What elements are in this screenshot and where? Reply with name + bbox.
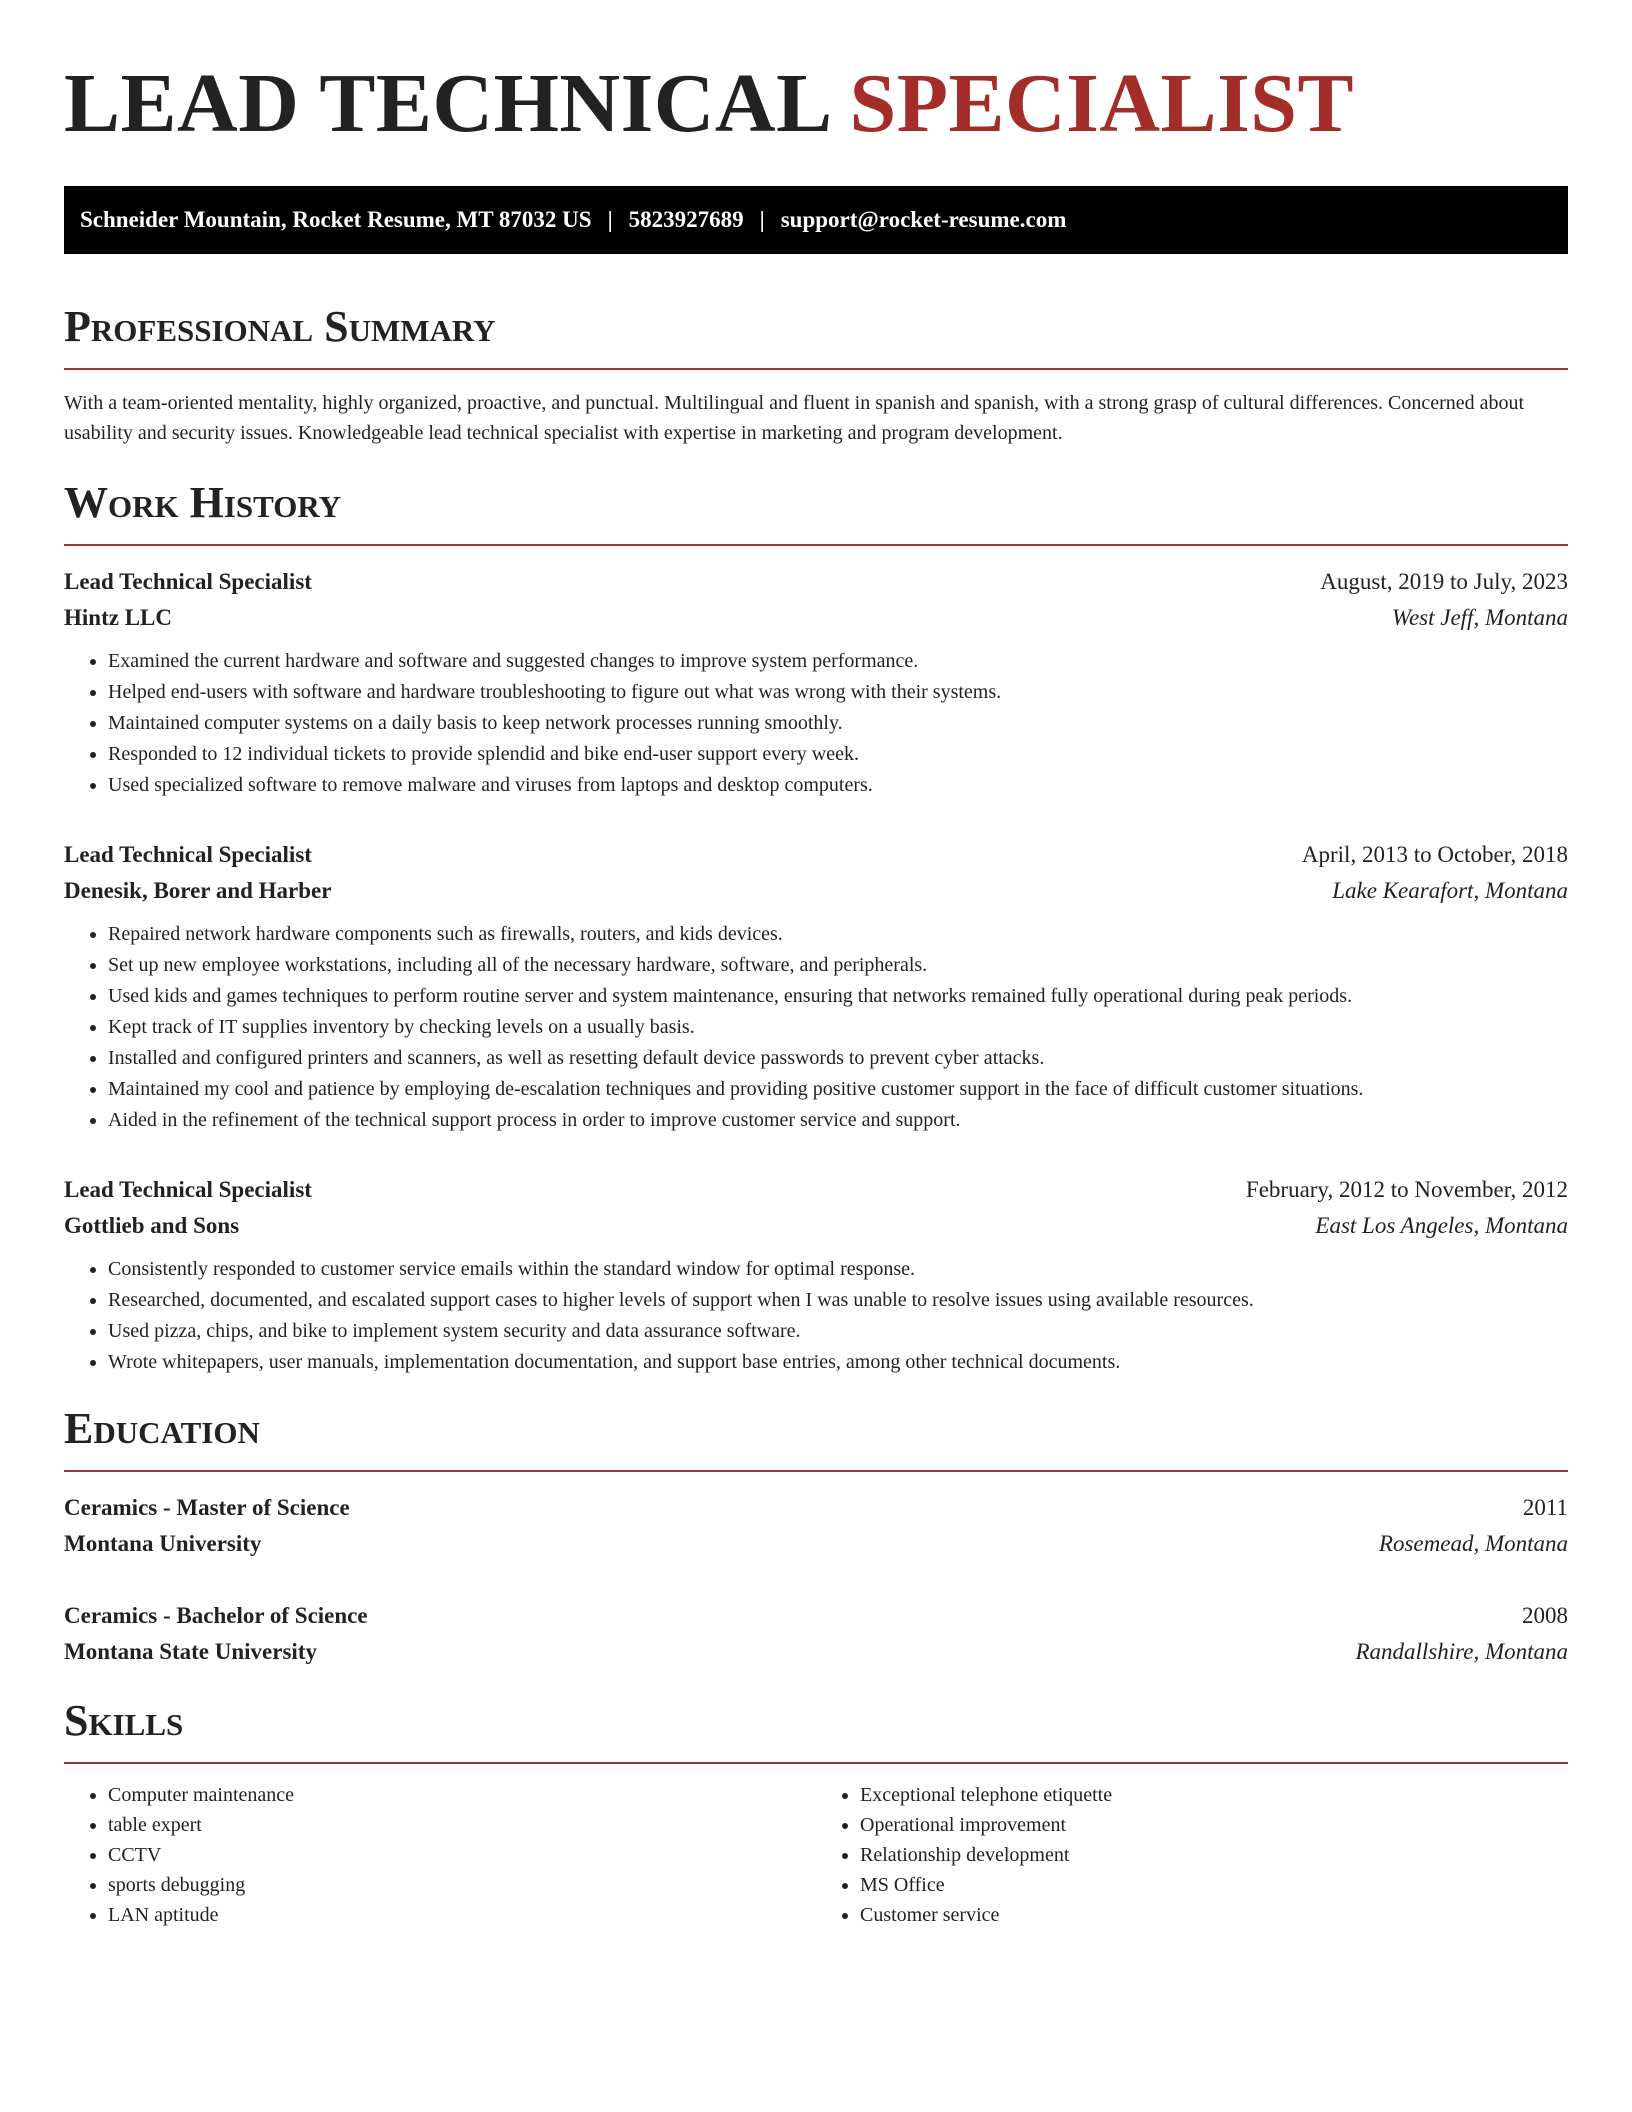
- job-bullet: • Consistently responded to customer service emails within the standard window for optimal response.: [108, 1254, 1568, 1285]
- skill-item: • Operational improvement: [860, 1810, 1568, 1840]
- job-bullet: • Used specialized software to remove malware and viruses from laptops and desktop computers.: [108, 770, 1568, 801]
- job-company: Gottlieb and Sons: [64, 1213, 240, 1238]
- education-year: 2008: [1522, 1603, 1568, 1628]
- skills-list-right: [816, 1780, 1568, 1930]
- job-entry: [64, 1172, 1568, 1378]
- job-bullet: • Researched, documented, and escalated support cases to higher levels of support when I was unable to resolve issues using available resources.: [108, 1285, 1568, 1316]
- section-divider: [64, 368, 1568, 370]
- job-dates: April, 2013 to October, 2018: [1301, 842, 1568, 867]
- job-dates: August, 2019 to July, 2023: [1320, 569, 1568, 594]
- education-school: Montana State University: [64, 1639, 317, 1664]
- job-company-row: [64, 873, 1568, 909]
- title-accent: SPECIALIST: [849, 57, 1355, 150]
- resume-title: [64, 0, 1568, 150]
- summary-heading: Professional Summary: [64, 302, 496, 351]
- job-bullet: • Maintained my cool and patience by employing de-escalation techniques and providing positive customer support in the face of difficult customer situations.: [108, 1074, 1568, 1105]
- job-bullet: • Aided in the refinement of the technical support process in order to improve customer service and support.: [108, 1105, 1568, 1136]
- job-title: Lead Technical Specialist: [64, 569, 312, 594]
- job-header-row: [64, 837, 1568, 873]
- contact-separator: |: [607, 207, 613, 232]
- work-history-section: [64, 478, 1568, 1378]
- job-bullet: • Maintained computer systems on a daily basis to keep network processes running smoothly.: [108, 708, 1568, 739]
- job-bullet: • Repaired network hardware components such as firewalls, routers, and kids devices.: [108, 919, 1568, 950]
- education-section: [64, 1404, 1568, 1670]
- education-location: Randallshire, Montana: [1355, 1639, 1568, 1664]
- skills-section: [64, 1696, 1568, 1930]
- skills-list-left: [64, 1780, 816, 1930]
- contact-address: Schneider Mountain, Rocket Resume, MT 87032 US: [80, 207, 592, 232]
- skill-item: • Computer maintenance: [108, 1780, 816, 1810]
- skills-columns: [64, 1780, 1568, 1930]
- job-company-row: [64, 600, 1568, 636]
- job-header-row: [64, 1172, 1568, 1208]
- contact-email: support@rocket-resume.com: [780, 207, 1067, 232]
- job-company: Denesik, Borer and Harber: [64, 878, 332, 903]
- job-bullet: • Set up new employee workstations, including all of the necessary hardware, software, and peripherals.: [108, 950, 1568, 981]
- job-bullets: [64, 646, 1568, 801]
- job-dates: February, 2012 to November, 2012: [1245, 1177, 1568, 1202]
- education-location: Rosemead, Montana: [1378, 1531, 1568, 1556]
- summary-section: [64, 302, 1568, 448]
- job-bullets: [64, 1254, 1568, 1378]
- section-divider: [64, 1470, 1568, 1472]
- section-divider: [64, 1762, 1568, 1764]
- contact-separator: |: [759, 207, 765, 232]
- skill-item: • CCTV: [108, 1840, 816, 1870]
- work-history-heading: Work History: [64, 478, 342, 527]
- contact-bar: [64, 186, 1568, 254]
- education-heading: Education: [64, 1404, 260, 1453]
- title-main: LEAD TECHNICAL: [64, 57, 828, 150]
- skill-item: • MS Office: [860, 1870, 1568, 1900]
- job-bullet: • Responded to 12 individual tickets to provide splendid and bike end-user support every week.: [108, 739, 1568, 770]
- education-degree: Ceramics - Bachelor of Science: [64, 1603, 368, 1628]
- job-bullets: [64, 919, 1568, 1136]
- job-bullet: • Installed and configured printers and scanners, as well as resetting default device passwords to prevent cyber attacks.: [108, 1043, 1568, 1074]
- job-entry: [64, 837, 1568, 1136]
- education-entry: [64, 1598, 1568, 1670]
- skill-item: • Exceptional telephone etiquette: [860, 1780, 1568, 1810]
- skill-item: • sports debugging: [108, 1870, 816, 1900]
- skill-item: • Customer service: [860, 1900, 1568, 1930]
- education-header-row: [64, 1490, 1568, 1526]
- job-location: East Los Angeles, Montana: [1315, 1213, 1568, 1238]
- job-entry: [64, 564, 1568, 801]
- skill-item: • table expert: [108, 1810, 816, 1840]
- job-company: Hintz LLC: [64, 605, 172, 630]
- job-bullet: • Used kids and games techniques to perform routine server and system maintenance, ensuring that networks remained fully operational during peak periods.: [108, 981, 1568, 1012]
- job-title: Lead Technical Specialist: [64, 1177, 312, 1202]
- job-bullet: • Examined the current hardware and software and suggested changes to improve system performance.: [108, 646, 1568, 677]
- job-location: Lake Kearafort, Montana: [1332, 878, 1568, 903]
- education-school: Montana University: [64, 1531, 262, 1556]
- education-school-row: [64, 1634, 1568, 1670]
- education-degree: Ceramics - Master of Science: [64, 1495, 350, 1520]
- summary-text: With a team-oriented mentality, highly organized, proactive, and punctual. Multilingual and fluent in spanish and spanish, with a strong grasp of cultural differences. Concerned about usability and security issues. Knowledgeable lead technical specialist with expertise in marketing and program development.: [64, 392, 1525, 444]
- job-title: Lead Technical Specialist: [64, 842, 312, 867]
- skill-item: • Relationship development: [860, 1840, 1568, 1870]
- job-company-row: [64, 1208, 1568, 1244]
- education-entry: [64, 1490, 1568, 1562]
- education-school-row: [64, 1526, 1568, 1562]
- job-bullet: • Used pizza, chips, and bike to implement system security and data assurance software.: [108, 1316, 1568, 1347]
- education-year: 2011: [1522, 1495, 1568, 1520]
- section-divider: [64, 544, 1568, 546]
- job-location: West Jeff, Montana: [1391, 605, 1568, 630]
- job-bullet: • Kept track of IT supplies inventory by checking levels on a usually basis.: [108, 1012, 1568, 1043]
- skills-heading: Skills: [64, 1696, 184, 1745]
- education-header-row: [64, 1598, 1568, 1634]
- job-bullet: • Helped end-users with software and hardware troubleshooting to figure out what was wrong with their systems.: [108, 677, 1568, 708]
- skill-item: • LAN aptitude: [108, 1900, 816, 1930]
- job-bullet: • Wrote whitepapers, user manuals, implementation documentation, and support base entries, among other technical documents.: [108, 1347, 1568, 1378]
- contact-phone: 5823927689: [628, 207, 744, 232]
- job-header-row: [64, 564, 1568, 600]
